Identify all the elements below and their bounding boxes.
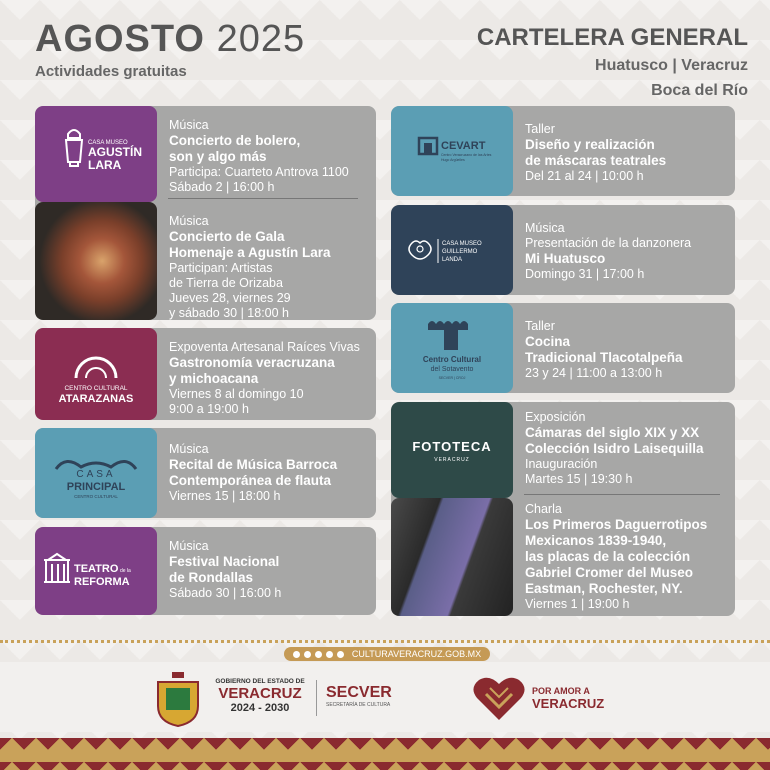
event-date: Martes 15 | 19:30 h [525, 472, 633, 486]
svg-text:REFORMA: REFORMA [74, 576, 130, 588]
event-title-line2: Contemporánea de flauta [169, 473, 332, 488]
event-date: Sábado 2 | 16:00 h [169, 180, 275, 194]
svg-text:PRINCIPAL: PRINCIPAL [66, 481, 126, 493]
svg-text:TEATRO: TEATRO [74, 563, 119, 575]
svg-text:Centro Cultural: Centro Cultural [422, 355, 482, 364]
location-line1: Huatusco | Veracruz [595, 57, 748, 74]
svg-text:CENTRO CULTURAL: CENTRO CULTURAL [74, 494, 118, 499]
location-line2: Boca del Río [651, 82, 748, 99]
theater-icon [38, 546, 154, 596]
event-title-line2: y michoacana [169, 371, 259, 386]
svg-text:del Sotavento: del Sotavento [430, 366, 474, 373]
event-detail: Participan: Artistas [169, 261, 273, 275]
event-text [169, 214, 368, 320]
event-card-danzonera[interactable] [391, 205, 735, 295]
header-left [35, 18, 305, 80]
event-date: Domingo 31 | 17:00 h [525, 267, 645, 281]
event-title-prefix: Presentación de la danzonera [525, 236, 692, 250]
svg-text:CASA MUSEO: CASA MUSEO [442, 241, 482, 247]
event-title: Gastronomía veracruzana [169, 355, 335, 370]
gov-line3: 2024 - 2030 [230, 702, 290, 714]
facebook-icon[interactable] [293, 651, 300, 658]
event-category: Música [169, 539, 209, 553]
event-category: Taller [525, 122, 555, 136]
website-url[interactable]: CULTURAVERACRUZ.GOB.MX [351, 649, 482, 659]
event-title: Cocina [525, 334, 571, 349]
tiktok-icon[interactable] [337, 651, 344, 658]
event-title-line5: Eastman, Rochester, NY. [525, 581, 683, 596]
svg-text:LARA: LARA [88, 158, 122, 172]
event-time: 9:00 a 19:00 h [169, 402, 249, 416]
divider [168, 198, 358, 199]
event-text [525, 319, 727, 381]
event-title: Concierto de bolero, [169, 133, 301, 148]
svg-text:CENTRO CULTURAL: CENTRO CULTURAL [64, 385, 128, 392]
event-category: Exposición [525, 410, 586, 424]
event-title: Mi Huatusco [525, 251, 606, 266]
event-category: Música [525, 221, 565, 235]
event-card-rondallas[interactable] [35, 527, 376, 615]
daguerreotype-image [391, 498, 513, 616]
amor-line2: VERACRUZ [532, 696, 605, 711]
svg-text:FOTOTECA: FOTOTECA [412, 439, 492, 454]
event-text [525, 221, 727, 282]
event-text [525, 122, 727, 184]
event-category: Música [169, 214, 209, 228]
sotavento-icon [394, 308, 510, 388]
logo-teatro-de-la-reforma [35, 527, 157, 615]
instagram-icon[interactable] [315, 651, 322, 658]
svg-text:SECVER | CROJ: SECVER | CROJ [438, 376, 466, 380]
event-category: Expoventa Artesanal Raíces Vivas [169, 340, 360, 354]
event-date-line2: y sábado 30 | 18:00 h [169, 306, 290, 320]
event-title-line4: Gabriel Cromer del Museo [525, 565, 694, 580]
svg-text:LANDA: LANDA [442, 257, 463, 263]
social-url-pill[interactable] [284, 647, 490, 661]
secver-logo [326, 684, 392, 708]
event-date: Viernes 1 | 19:00 h [525, 597, 630, 611]
event-title: Los Primeros Daguerrotipos [525, 517, 708, 532]
fototeca-icon [394, 425, 510, 475]
veracruz-coat-of-arms-icon [150, 668, 206, 728]
event-card-recital-barroca[interactable] [35, 428, 376, 518]
event-category: Taller [525, 319, 555, 333]
youtube-icon[interactable] [326, 651, 333, 658]
event-text [169, 118, 368, 195]
event-date: 23 y 24 | 11:00 a 13:00 h [525, 366, 663, 380]
event-text [169, 539, 368, 601]
page-subtitle: Actividades gratuitas [35, 63, 187, 80]
event-title-line2: Tradicional Tlacotalpeña [525, 350, 683, 365]
event-detail: Participa: Cuarteto Antrova 1100 [169, 165, 349, 179]
svg-text:Hugo Argüelles: Hugo Argüelles [441, 158, 465, 162]
event-title: Recital de Música Barroca [169, 457, 338, 472]
event-category: Charla [525, 502, 562, 516]
event-title-line2: Homenaje a Agustín Lara [169, 245, 331, 260]
logo-fototeca [391, 402, 513, 498]
svg-text:CASA MUSEO: CASA MUSEO [88, 140, 128, 146]
event-detail-line2: de Tierra de Orizaba [169, 276, 283, 290]
event-label: Inauguración [525, 457, 598, 471]
event-title-line2: de Rondallas [169, 570, 254, 585]
logo-casa-museo-guillermo-landa [391, 205, 513, 295]
svg-text:CASA: CASA [76, 469, 116, 480]
svg-text:CEVART: CEVART [441, 140, 486, 152]
decorative-border [0, 738, 770, 770]
event-text [169, 340, 368, 417]
logo-centro-cultural-atarazanas [35, 328, 157, 420]
por-amor-logo [532, 686, 604, 711]
event-category: Música [169, 442, 209, 456]
x-icon[interactable] [304, 651, 311, 658]
mustache-icon [41, 443, 151, 503]
event-date: Jueves 28, viernes 29 [169, 291, 291, 305]
logo-casa-principal [35, 428, 157, 518]
event-title: Festival Nacional [169, 554, 280, 569]
divider [524, 494, 720, 495]
landa-icon [394, 225, 510, 275]
event-date: Sábado 30 | 16:00 h [169, 586, 282, 600]
lantern-icon [46, 124, 146, 184]
event-title: Concierto de Gala [169, 229, 285, 244]
svg-text:AGUSTÍN: AGUSTÍN [88, 145, 142, 159]
event-title: Cámaras del siglo XIX y XX [525, 425, 700, 440]
secver-text: SECVER [326, 684, 392, 701]
logo-cevart [391, 106, 513, 196]
event-category: Música [169, 118, 209, 132]
event-date: Viernes 15 | 18:00 h [169, 489, 281, 503]
event-card-cocina[interactable] [391, 303, 735, 393]
event-card-concierto-gala[interactable] [35, 202, 376, 320]
cevart-icon [397, 126, 507, 176]
event-date: Viernes 8 al domingo 10 [169, 387, 304, 401]
event-text [525, 502, 727, 612]
event-text [525, 410, 727, 487]
event-card-concierto-bolero[interactable] [35, 106, 376, 202]
svg-text:GUILLERMO: GUILLERMO [442, 249, 478, 255]
event-card-mascaras[interactable] [391, 106, 735, 196]
header-right [477, 24, 748, 102]
event-title-line2: son y algo más [169, 149, 267, 164]
amor-line1: POR AMOR A [532, 686, 590, 696]
gov-line2: VERACRUZ [218, 685, 302, 702]
heart-logo-icon [472, 672, 526, 724]
event-title-line2: Mexicanos 1839-1940, [525, 533, 667, 548]
event-title: Diseño y realización [525, 137, 655, 152]
gov-logo-text [212, 678, 308, 714]
footer [0, 662, 770, 732]
event-text [169, 442, 368, 504]
footer-divider [316, 680, 317, 716]
page-title: AGOSTO 2025 [35, 18, 306, 60]
painting-image [35, 202, 157, 320]
gov-line1: GOBIERNO DEL ESTADO DE [215, 678, 305, 685]
cartelera-title: CARTELERA GENERAL [476, 24, 748, 51]
event-date: Del 21 al 24 | 10:00 h [525, 169, 644, 183]
event-title-line3: las placas de la colección [525, 549, 691, 564]
svg-text:de la: de la [120, 568, 131, 574]
event-card-daguerrotipos[interactable] [391, 498, 735, 616]
svg-text:ATARAZANAS: ATARAZANAS [58, 393, 134, 405]
event-title-line2: Colección Isidro Laisequilla [525, 441, 704, 456]
event-title-line2: de máscaras teatrales [525, 153, 667, 168]
svg-text:VERACRUZ: VERACRUZ [434, 457, 470, 463]
logo-casa-museo-agustin-lara [35, 106, 157, 202]
event-card-camaras[interactable] [391, 402, 735, 498]
event-card-gastronomia[interactable] [35, 328, 376, 420]
secver-sub: SECRETARÍA DE CULTURA [326, 702, 391, 708]
logo-centro-cultural-sotavento [391, 303, 513, 393]
arch-icon [41, 342, 151, 406]
svg-text:Centro Veracruzano de las Arte: Centro Veracruzano de las Artes [441, 153, 492, 157]
